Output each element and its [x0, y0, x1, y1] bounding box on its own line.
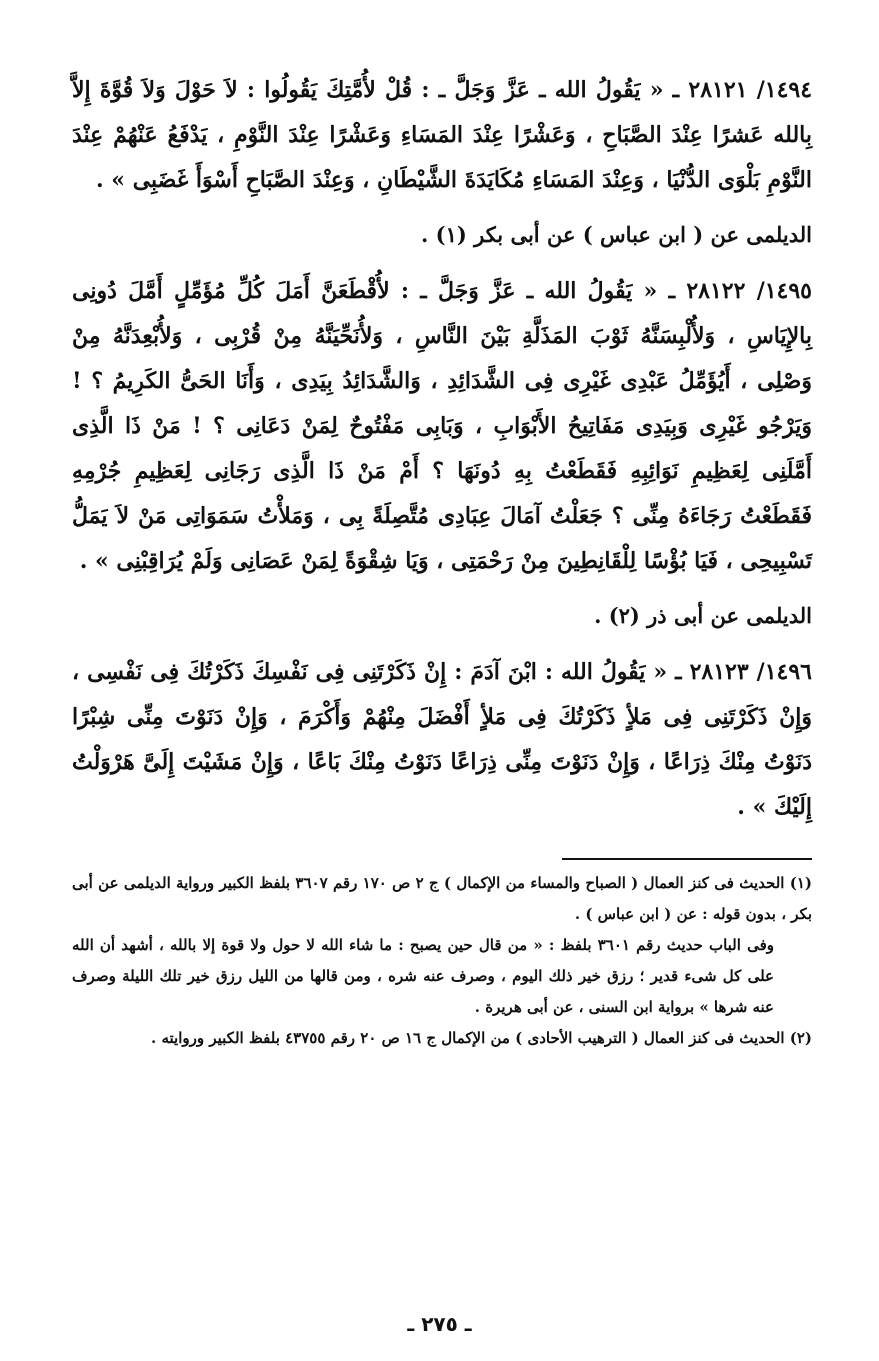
footnote-2: (٢) الحديث فى كنز العمال ( الترهيب الأحادى ) من الإكمال ج ١٦ ص ٢٠ رقم ٤٣٧٥٥ بلفظ الكبير وروايته . [151, 1029, 812, 1047]
page-number: ـ ٢٧٥ ـ [407, 1312, 472, 1336]
footnote-1-continued: وفى الباب حديث رقم ٣٦٠١ بلفظ : « من قال حين يصبح : ما شاء الله لا حول ولا قوة إلا بالله ، أشهد أن الله على كل شىء قدير ؛ رزق خير ذلك اليوم ، وصرف عنه شره ، ومن قالها من الليل رزق خير تلك الليلة وصرف عنه شرها » برواية ابن السنى ، عن أبى هريرة . [72, 936, 774, 1016]
page-body [72, 68, 812, 1054]
source-1494: الديلمى عن ( ابن عباس ) عن أبى بكر (١) . [421, 222, 812, 247]
footnote-1: (١) الحديث فى كنز العمال ( الصباح والمساء من الإكمال ) ج ٢ ص ١٧٠ رقم ٣٦٠٧ بلفظ الكبير ورواية الديلمى عن أبى بكر ، بدون قوله : عن ( ابن عباس ) . [72, 874, 813, 923]
hadith-1496: ١٤٩٦/ ٢٨١٢٣ ـ « يَقُولُ الله : ابْنَ آدَمَ : إِنْ ذَكَرْتَنِى فِى نَفْسِكَ ذَكَرْتُكَ فِى نَفْسِى ، وَإِنْ ذَكَرْتَنِى فِى مَلأٍ ذَكَرْتُكَ فِى مَلأٍ أَفْضَلَ مِنْهُمْ وَأَكْرَمَ ، وَإِنْ دَنَوْتَ مِنِّى شِبْرًا دَنَوْتُ مِنْكَ ذِرَاعًا ، وَإِنْ دَنَوْتَ مِنِّى ذِرَاعًا دَنَوْتُ مِنْكَ بَاعًا ، وَإِنْ مَشَيْتَ إِلَىَّ هَرْوَلْتُ إِلَيْكَ » . [72, 659, 812, 820]
hadith-1495: ١٤٩٥/ ٢٨١٢٢ ـ « يَقُولُ الله ـ عَزَّ وَجَلَّ ـ : لأُقْطَعَنَّ أَمَلَ كُلِّ مُؤَمِّلٍ أَمَّلَ دُونِى بِالإِيَاسِ ، وَلأُلْبِسَنَّهُ ثَوْبَ المَذَلَّةِ بَيْنَ النَّاسِ ، وَلأُنَحِّيَنَّهُ مِنْ قُرْبِى ، وَلأُبْعِدَنَّهُ مِنْ وَصْلِى ، أَيُؤَمِّلُ عَبْدِى غَيْرِى فِى الشَّدَائِدِ ، وَالشَّدَائِدُ بِيَدِى ، وَأَنَا الحَىُّ الكَرِيمُ ؟ ! وَيَرْجُو غَيْرِى وَبِيَدِى مَفَاتِيحُ الأَبْوَابِ ، وَبَابِى مَفْتُوحٌ لِمَنْ دَعَانِى ؟ ! مَنْ ذَا الَّذِى أَمَّلَنِى لِعَظِيمِ نَوَائِبِهِ فَقَطَعْتُ بِهِ دُونَهَا ؟ أَمْ مَنْ ذَا الَّذِى رَجَانِى لِعَظِيمِ جُرْمِهِ فَقَطَعْتُ رَجَاءَهُ مِنِّى ؟ جَعَلْتُ آمَالَ عِبَادِى مُتَّصِلَةً بِى ، وَمَلأْتُ سَمَوَاتِى مَنْ لاَ يَمَلُّ تَسْبِيحِى ، فَيَا بُؤْسًا لِلْقَانِطِينَ مِنْ رَحْمَتِى ، وَيَا شِقْوَةً لِمَنْ عَصَانِى وَلَمْ يُرَاقِبْنِى » . [72, 278, 812, 574]
footnote-divider [562, 858, 812, 860]
source-1495: الديلمى عن أبى ذر (٢) . [594, 603, 812, 628]
hadith-1494: ١٤٩٤/ ٢٨١٢١ ـ « يَقُولُ الله ـ عَزَّ وَجَلَّ ـ : قُلْ لأُمَّتِكَ يَقُولُوا : لاَ حَوْلَ وَلاَ قُوَّةَ إِلاَّ بِالله عَشرًا عِنْدَ الصَّبَاحِ ، وَعَشْرًا عِنْدَ المَسَاءِ وَعَشْرًا عِنْدَ النَّوْمِ ، يَدْفَعُ عَنْهُمْ عِنْدَ النَّوْمِ بَلْوَى الدُّنْيَا ، وَعِنْدَ المَسَاءِ مُكَايَدَةَ الشَّيْطَانِ ، وَعِنْدَ الصَّبَاحِ أَسْوَأَ غَضَبِى » . [72, 77, 813, 193]
